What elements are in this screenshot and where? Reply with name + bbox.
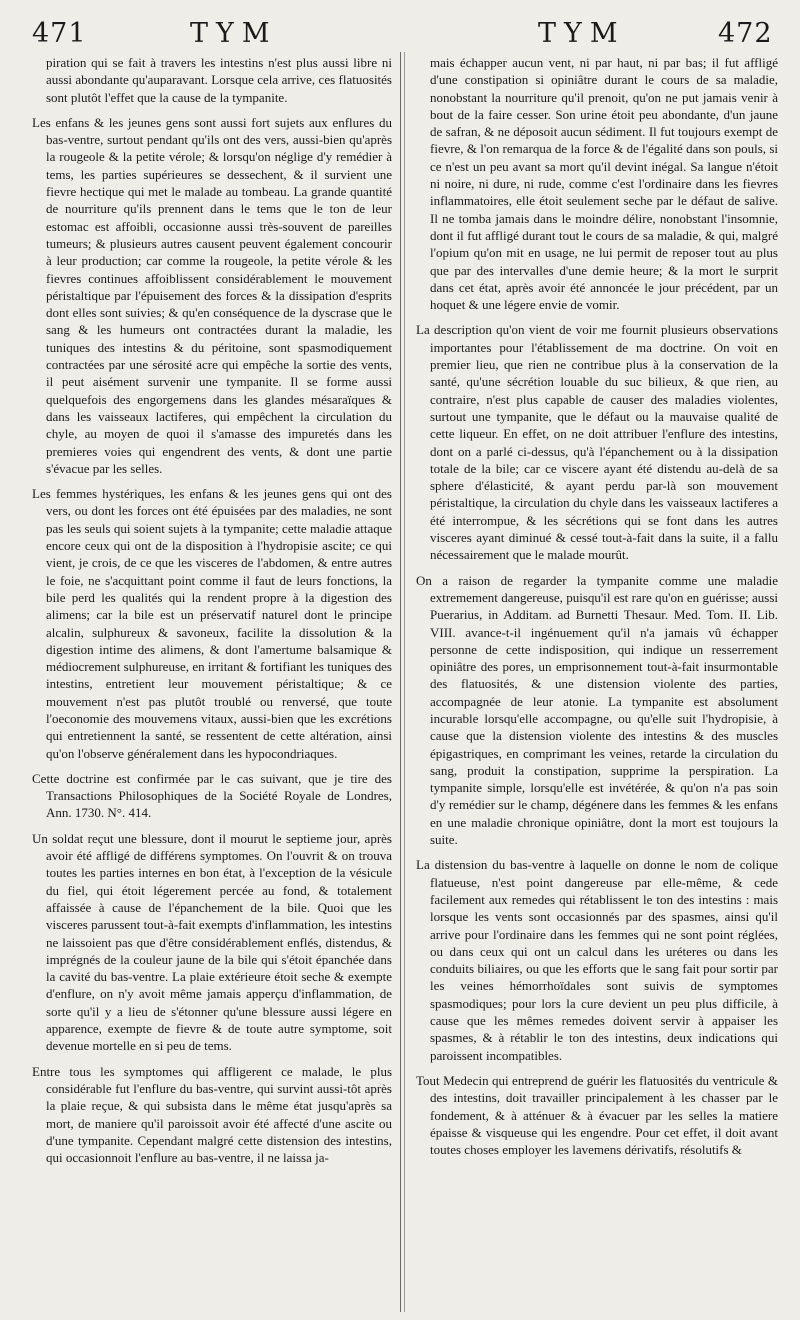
column-divider-inner bbox=[404, 52, 405, 1312]
paragraph: Les femmes hystériques, les enfans & les jeunes gens qui ont des vers, ou dont les forces ont été épuisées par des maladies, ne sont pas les seuls qui soient sujets à la tympanite; cette maladie attaque encore ceux qui ont de la disposition à l'hydropisie ascite; ce qui vient, je crois, de ce que les visceres de l'abdomen, & entre autres le foie, ne s'acquittant point comme il faut de leurs fonctions, la bile perd les qualités qui la rendent propre à la digestion des alimens; car la bile est un préservatif naturel dont le principe alcalin, sulphureux & savoneux, facilite la dissolution & la digestion intime des alimens, & dont l'amertume balsamique & médiocrement sulphureuse, en irritant & fortifiant les tuniques des intestins, entretient leur mouvement péristaltique; & ce mouvement n'est pas plutôt troublé ou renversé, que toute l'oeconomie des mouvemens vitaux, aussi-bien que les excrétions qui entretiennent la santé, se ressentent de cette altération, ainsi qu'on l'observe généralement dans les hypocondriaques. bbox=[32, 486, 392, 761]
paragraph: Tout Medecin qui entreprend de guérir les flatuosités du ventricule & des intestins, doit travailler principalement à les chasser par le fondement, & à atténuer & à évacuer par les selles la matiere épaisse & visqueuse qui les engendre. Pour cet effet, il doit avant toutes choses employer les lavemens dérivatifs, résolutifs & bbox=[416, 1072, 778, 1158]
right-column bbox=[416, 54, 778, 1166]
paragraph: Cette doctrine est confirmée par le cas suivant, que je tire des Transactions Philosophiques de la Société Royale de Londres, Ann. 1730. N°. 414. bbox=[32, 770, 392, 821]
column-divider bbox=[400, 52, 401, 1312]
page-number-left: 471 bbox=[32, 18, 87, 49]
paragraph: Les enfans & les jeunes gens sont aussi fort sujets aux enflures du bas-ventre, surtout pendant qu'ils ont des vers, aussi-bien qu'après la rougeole & la petite vérole; & lorsqu'on néglige d'y remédier à tems, les parties supérieures se dessechent, & il survient une fievre hectique qui met le malade au tombeau. La grande quantité de nourriture qu'ils prennent dans le tems que le ton de leur estomac est affoibli, occasionne aussi très-souvent de pareilles tumeurs; & plusieurs autres causent peuvent également concourir à leur production; car comme la rougeole, la petite vérole & les fievres continues affoiblissent considérablement le mouvement péristaltique par l'épuisement des forces & la dissipation d'esprits dont elles sont suivies; & qu'en conséquence de la dyscrase que le sang & les humeurs ont contractées durant la maladie, les tuniques des intestins & du péritoine, sont spasmodiquement contractées par une sérosité acre qui empêche la sortie des vents, il peut aisément survenir une tympanite. Il se forme aussi quelquefois des engorgemens dans les glandes mésaraïques & dans les vaisseaux lactiferes, qui empêchent la circulation du chyle, au moyen de quoi il s'amasse des impuretés dans les premieres voies qui engendrent des vents, & dont une partie s'évacue par les selles. bbox=[32, 114, 392, 476]
paragraph: On a raison de regarder la tympanite comme une maladie extremement dangereuse, puisqu'il est rare qu'on en guérisse; aussi Puerarius, in Additam. ad Burnetti Thesaur. Med. Tom. II. Lib. VIII. avance-t-il ingénuement qu'il n'a jamais vû échapper personne de cette indisposition, qui indique un resserrement opiniâtre des pores, un emprisonnement tout-à-fait insurmontable des flatuosités, & une distension violente des parties, accompagnée de leur atonie. La tympanite est absolument incurable lorsqu'elle accompagne, ou qu'elle suit l'hydropisie, à cause que la distension violente des intestins & des muscles épigastriques, en comprimant les veines, retarde la circulation du sang, produit la constipation, supprime la perspiration. La tympanite simple, lorsqu'elle est invétérée, & qu'on n'a pas soin d'y remédier sur le champ, dégénere dans les femmes & les enfans en une maladie chronique opiniâtre, dont la mort est toujours la suite. bbox=[416, 572, 778, 848]
left-column bbox=[32, 54, 392, 1174]
paragraph: La distension du bas-ventre à laquelle on donne le nom de colique flatueuse, n'est point dangereuse par elle-même, & cede facilement aux remedes qui rétablissent le ton des intestins : mais lorsque les vents sont occasionnés par des spasmes, ainsi qu'il arrive pour l'ordinaire dans les femmes qui ne sont point réglées, ou dans ceux qui ont un calcul dans les uréteres ou dans les conduits biliaires, ou que les efforts que le sang fait pour sortir par les veines hémorrhoïdales sont suivis de symptomes spasmodiques; pour lors la cure devient un peu plus difficile, à cause que les mêmes remedes doivent servir à appaiser les spasmes, & à rétablir le ton des intestins, deux indications qui paroissent incompatibles. bbox=[416, 857, 778, 1063]
paragraph: Entre tous les symptomes qui affligerent ce malade, le plus considérable fut l'enflure du bas-ventre, qui survint aussi-tôt après la plaie reçue, & qui subsista dans le même état jusqu'après sa mort, de maniere qu'il paroissoit avoir été affecté d'une ascite ou d'une tympanite. Cependant malgré cette distension des intestins, qui occasionnoit l'enflure au bas-ventre, il ne laissa ja- bbox=[32, 1063, 392, 1166]
page-number-right: 472 bbox=[718, 18, 773, 49]
paragraph: Un soldat reçut une blessure, dont il mourut le septieme jour, après avoir été affligé de différens symptomes. On l'ouvrit & on trouva toutes les parties internes en bon état, à l'exception de la vésicule du fiel, qui étoit légerement percée au fond, & totalement affaissée à cause de l'épanchement de la bile. Quoi que les visceres parussent tout-à-fait exempts d'inflammation, les intestins ne laissoient pas que d'être considérablement enflés, distendus, & imprégnés de la couleur jaune de la bile qui s'étoit épanchée dans la cavité du bas-ventre. La plaie extérieure étoit seche & exempte d'enflure, on n'y avoit même jamais apperçu d'inflammation, de sorte qu'il y a lieu de s'étonner qu'une blessure aussi légere en apparence, exempte de fievre & de toute autre symptome, soit devenue mortelle en si peu de tems. bbox=[32, 830, 392, 1054]
paragraph: mais échapper aucun vent, ni par haut, ni par bas; il fut affligé d'une constipation si opiniâtre durant le cours de sa maladie, nonobstant la nourriture qu'il prenoit, qu'on ne put jamais venir à bout de la faire cesser. Son urine étoit peu abondante, d'un jaune de safran, & ne déposoit aucun sédiment. Il fut toujours exempt de fievre, & l'on remarqua de la force & de l'égalité dans son pouls, si ce n'est un peu avant sa mort qu'il devint inégal. Sa langue n'étoit ni noire, ni dure, ni rude, comme c'est l'ordinaire dans les fievres inflammatoires, elle étoit seulement seche par le défaut de salive. Il ne tomba jamais dans le moindre délire, nonobstant l'insomnie, dont il fut affligé durant tout le cours de sa maladie, & qui, malgré l'opium qu'on mit en usage, ne lui permit de reposer tout au plus que par des intervalles d'une demie heure; & la mort le surprit dans cet état, après avoir été annoncée le jour précédent, par un hoquet & une légere envie de vomir. bbox=[430, 55, 778, 313]
paragraph: La description qu'on vient de voir me fournit plusieurs observations importantes pour l'établissement de ma doctrine. On voit en premier lieu, que rien ne contribue plus à la conservation de la santé, qu'une sécrétion louable du suc bilieux, & que rien, au contraire, n'est plus capable de causer des maladies violentes, surtout une tympanite, que le défaut ou la mauvaise qualité de cette liqueur. En effet, on ne doit attribuer l'enflure des intestins, dont on a parlé ci-dessus, qu'à l'épanchement ou à la dissipation totale de la bile; car ce viscere ayant été distendu au-delà de sa sphere d'élasticité, & ayant perdu par-là son mouvement péristaltique, la circulation du chyle dans les vaisseaux lactiferes a été interrompue, & les sécrétions qui se font dans les autres visceres ayant diminué & cessé tout-à-fait dans la suite, il a fallu nécessairement que le malade mourût. bbox=[416, 322, 778, 563]
running-head-right: TYM bbox=[538, 18, 626, 49]
running-head-left: TYM bbox=[190, 18, 278, 49]
paragraph: piration qui se fait à travers les intestins n'est plus aussi libre ni aussi abondante qu'auparavant. Lorsque cela arrive, ces flatuosités sont plutôt l'effet que la cause de la tympanite. bbox=[46, 55, 392, 105]
